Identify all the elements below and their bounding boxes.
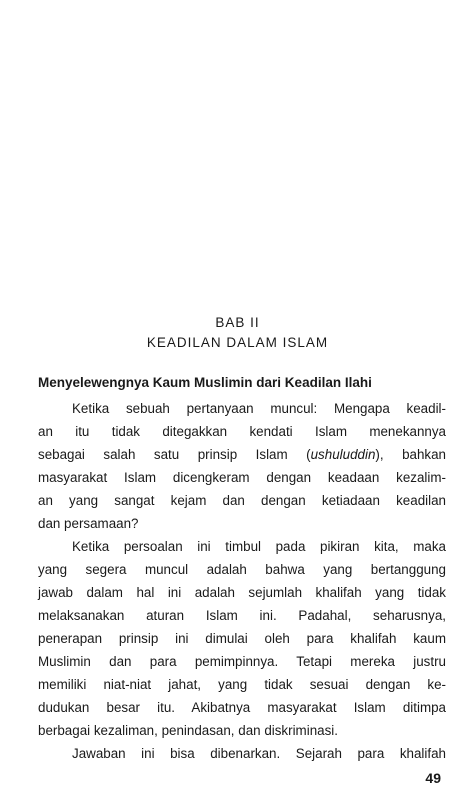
italic-term: ushuluddin (310, 447, 376, 462)
chapter-label: BAB II (215, 315, 260, 330)
section-heading: Menyelewengnya Kaum Muslimin dari Keadilan Ilahi (38, 375, 372, 390)
text-line: penerapan prinsip ini dimulai oleh para khalifah kaum (38, 631, 446, 646)
text-line: dudukan besar itu. Akibatnya masyarakat Islam ditimpa (38, 700, 446, 715)
text-line: berbagai kezaliman, penindasan, dan diskriminasi. (38, 723, 338, 738)
paragraph (38, 742, 446, 765)
text-line: dan persamaan? (38, 516, 139, 531)
text-line: sebagai salah satu prinsip Islam (ushuluddin), bahkan (38, 447, 446, 462)
text-line: Muslimin dan para pemimpinnya. Tetapi mereka justru (38, 654, 446, 669)
text-line: an itu tidak ditegakkan kendati Islam menekannya (38, 424, 446, 439)
paragraph (38, 535, 446, 742)
page-number: 49 (425, 770, 441, 786)
text-line: Jawaban ini bisa dibenarkan. Sejarah para khalifah (72, 746, 446, 761)
text-line: Ketika persoalan ini timbul pada pikiran kita, maka (72, 539, 446, 554)
paragraph (38, 397, 446, 535)
chapter-title: KEADILAN DALAM ISLAM (146, 335, 329, 350)
text-line: memiliki niat-niat jahat, yang tidak sesuai dengan ke- (38, 677, 446, 692)
body-text (38, 397, 446, 765)
text-line: yang segera muncul adalah bahwa yang bertanggung (38, 562, 446, 577)
text-line: masyarakat Islam dicengkeram dengan keadaan kezalim- (38, 470, 446, 485)
text-line: jawab dalam hal ini adalah sejumlah khalifah yang tidak (38, 585, 446, 600)
text-line: Ketika sebuah pertanyaan muncul: Mengapa keadil- (72, 401, 446, 416)
text-line: melaksanakan aturan Islam ini. Padahal, seharusnya, (38, 608, 446, 623)
text-line: an yang sangat kejam dan dengan ketiadaan keadilan (38, 493, 446, 508)
